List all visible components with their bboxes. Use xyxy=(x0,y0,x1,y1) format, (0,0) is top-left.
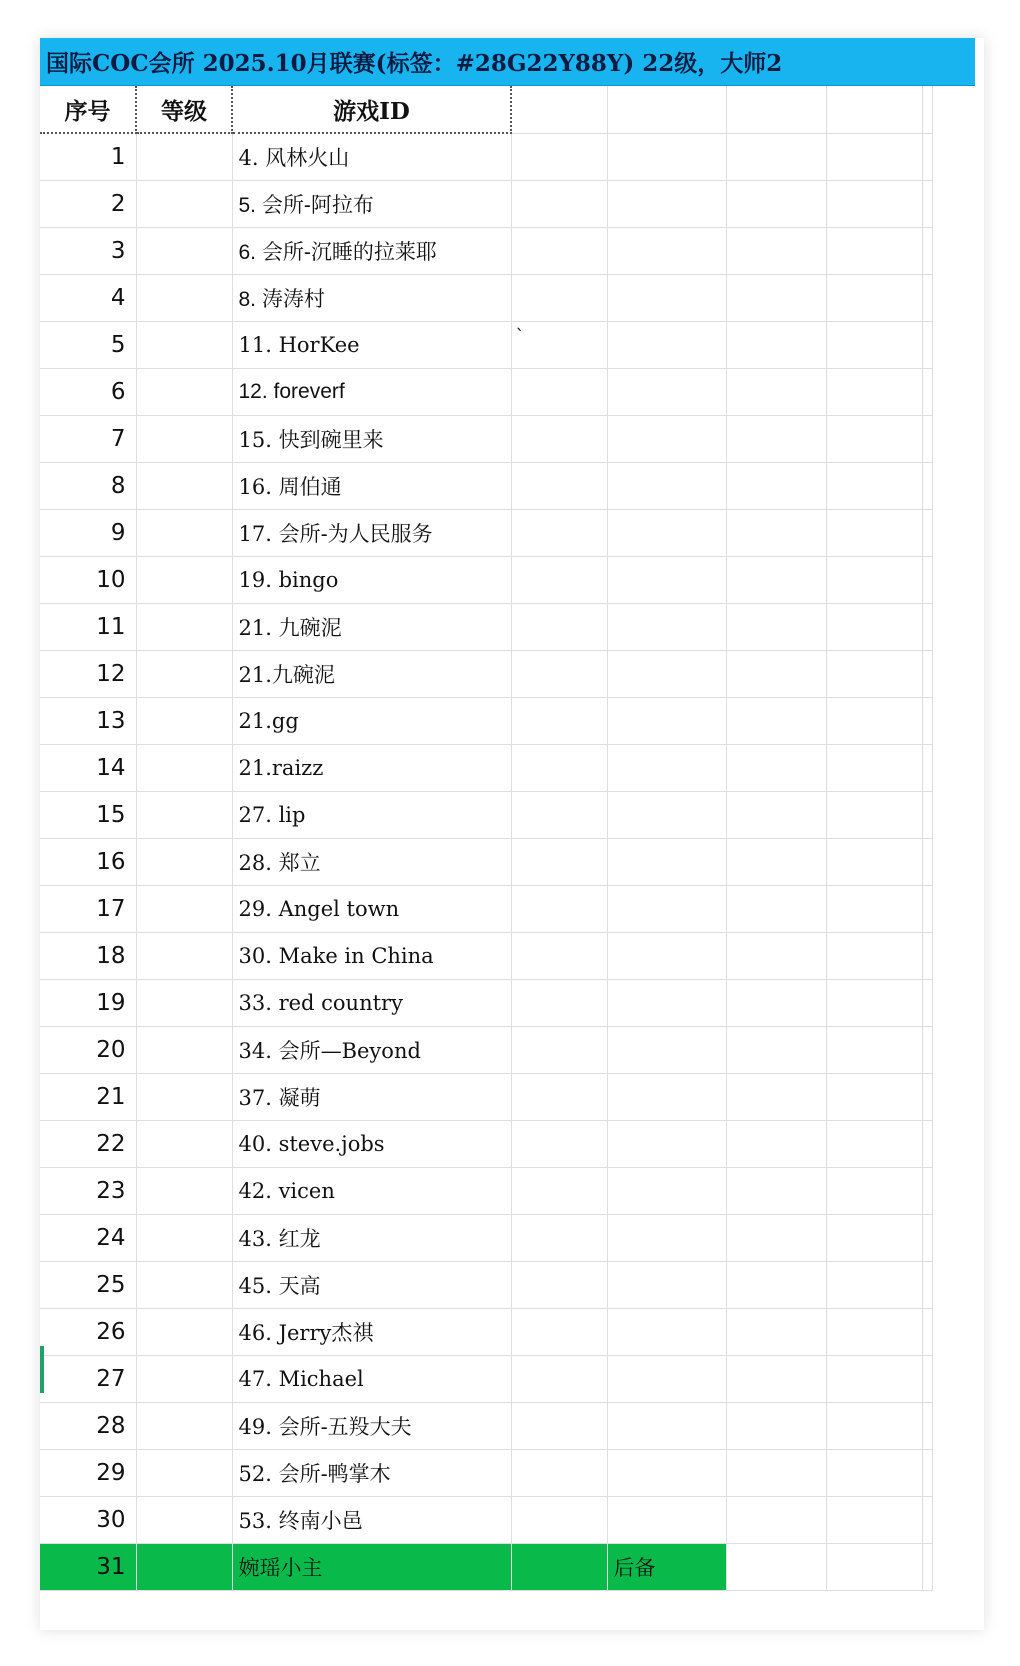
seq-cell[interactable]: 30 xyxy=(40,1496,136,1543)
empty-cell[interactable] xyxy=(726,321,826,368)
empty-cell[interactable] xyxy=(726,1261,826,1308)
empty-cell[interactable] xyxy=(922,509,932,556)
empty-cell[interactable] xyxy=(607,838,726,885)
empty-cell[interactable] xyxy=(826,1308,922,1355)
empty-cell[interactable] xyxy=(726,744,826,791)
seq-cell[interactable]: 28 xyxy=(40,1402,136,1449)
empty-cell[interactable] xyxy=(826,1073,922,1120)
empty-cell[interactable] xyxy=(922,321,932,368)
level-cell[interactable] xyxy=(136,1167,232,1214)
level-cell[interactable] xyxy=(136,1449,232,1496)
empty-cell[interactable] xyxy=(922,1543,932,1590)
empty-cell[interactable] xyxy=(607,180,726,227)
empty-cell[interactable] xyxy=(826,1026,922,1073)
level-cell[interactable] xyxy=(136,838,232,885)
empty-cell[interactable] xyxy=(726,838,826,885)
game-id-cell[interactable]: 34. 会所—Beyond xyxy=(232,1026,511,1073)
table-row xyxy=(40,368,932,415)
seq-cell[interactable]: 27 xyxy=(40,1355,136,1402)
note-cell[interactable] xyxy=(511,1308,607,1355)
table-row xyxy=(40,180,932,227)
seq-cell[interactable]: 5 xyxy=(40,321,136,368)
game-id-cell[interactable]: 15. 快到碗里来 xyxy=(232,415,511,462)
empty-cell[interactable] xyxy=(607,885,726,932)
empty-cell[interactable] xyxy=(726,180,826,227)
empty-cell[interactable] xyxy=(826,321,922,368)
empty-cell[interactable] xyxy=(607,932,726,979)
note-cell[interactable] xyxy=(511,1026,607,1073)
empty-cell[interactable] xyxy=(726,1543,826,1590)
seq-cell[interactable]: 11 xyxy=(40,603,136,650)
reserve-level-cell[interactable] xyxy=(136,1543,232,1590)
empty-cell[interactable] xyxy=(922,1073,932,1120)
game-id-cell[interactable]: 29. Angel town xyxy=(232,885,511,932)
game-id-cell[interactable]: 11. HorKee xyxy=(232,321,511,368)
table-row xyxy=(40,321,932,368)
note-cell[interactable] xyxy=(511,509,607,556)
level-cell[interactable] xyxy=(136,603,232,650)
level-cell[interactable] xyxy=(136,979,232,1026)
level-cell[interactable] xyxy=(136,227,232,274)
seq-cell[interactable]: 25 xyxy=(40,1261,136,1308)
empty-cell[interactable] xyxy=(726,979,826,1026)
note-cell[interactable] xyxy=(511,1214,607,1261)
seq-cell[interactable]: 19 xyxy=(40,979,136,1026)
empty-cell[interactable] xyxy=(607,1308,726,1355)
empty-cell[interactable] xyxy=(826,133,922,180)
empty-cell[interactable] xyxy=(607,1355,726,1402)
seq-cell[interactable]: 2 xyxy=(40,180,136,227)
table-row xyxy=(40,415,932,462)
level-cell[interactable] xyxy=(136,791,232,838)
empty-cell[interactable] xyxy=(826,1402,922,1449)
empty-cell[interactable] xyxy=(607,1120,726,1167)
note-cell[interactable] xyxy=(511,1073,607,1120)
table-row xyxy=(40,509,932,556)
game-id-cell[interactable]: 52. 会所-鸭掌木 xyxy=(232,1449,511,1496)
note-cell[interactable] xyxy=(511,1402,607,1449)
empty-cell[interactable] xyxy=(726,462,826,509)
empty-cell[interactable] xyxy=(826,791,922,838)
empty-cell[interactable] xyxy=(922,1449,932,1496)
empty-cell[interactable] xyxy=(607,1167,726,1214)
seq-cell[interactable]: 8 xyxy=(40,462,136,509)
empty-cell[interactable] xyxy=(826,1355,922,1402)
note-cell[interactable] xyxy=(511,885,607,932)
empty-cell[interactable] xyxy=(826,697,922,744)
table-row xyxy=(40,791,932,838)
empty-cell[interactable] xyxy=(726,415,826,462)
table-row xyxy=(40,462,932,509)
empty-cell[interactable] xyxy=(826,650,922,697)
empty-cell[interactable] xyxy=(922,1308,932,1355)
game-id-cell[interactable]: 12. foreverf xyxy=(232,368,511,415)
empty-cell[interactable] xyxy=(607,556,726,603)
table-row xyxy=(40,885,932,932)
empty-cell[interactable] xyxy=(826,1543,922,1590)
seq-cell[interactable]: 23 xyxy=(40,1167,136,1214)
empty-cell[interactable] xyxy=(607,1449,726,1496)
header-row xyxy=(40,86,932,133)
empty-cell[interactable] xyxy=(607,274,726,321)
seq-cell[interactable]: 20 xyxy=(40,1026,136,1073)
seq-cell[interactable]: 14 xyxy=(40,744,136,791)
table-row xyxy=(40,697,932,744)
table-row xyxy=(40,227,932,274)
note-cell[interactable] xyxy=(511,274,607,321)
empty-cell[interactable] xyxy=(726,1402,826,1449)
empty-cell[interactable] xyxy=(826,415,922,462)
empty-cell[interactable] xyxy=(726,932,826,979)
empty-cell[interactable] xyxy=(922,1120,932,1167)
seq-cell[interactable]: 21 xyxy=(40,1073,136,1120)
seq-cell[interactable]: 9 xyxy=(40,509,136,556)
empty-cell[interactable] xyxy=(826,274,922,321)
seq-cell[interactable]: 7 xyxy=(40,415,136,462)
empty-cell[interactable] xyxy=(826,838,922,885)
table-row xyxy=(40,979,932,1026)
empty-cell[interactable] xyxy=(826,885,922,932)
level-cell[interactable] xyxy=(136,180,232,227)
empty-cell[interactable] xyxy=(607,697,726,744)
note-cell[interactable] xyxy=(511,1449,607,1496)
empty-cell[interactable] xyxy=(826,180,922,227)
empty-cell[interactable] xyxy=(726,885,826,932)
empty-cell[interactable] xyxy=(607,650,726,697)
empty-cell[interactable] xyxy=(726,556,826,603)
empty-cell[interactable] xyxy=(607,1402,726,1449)
seq-cell[interactable]: 3 xyxy=(40,227,136,274)
level-cell[interactable] xyxy=(136,368,232,415)
seq-cell[interactable]: 16 xyxy=(40,838,136,885)
empty-cell[interactable] xyxy=(826,979,922,1026)
level-cell[interactable] xyxy=(136,650,232,697)
empty-cell[interactable] xyxy=(607,509,726,556)
seq-cell[interactable]: 15 xyxy=(40,791,136,838)
empty-cell[interactable] xyxy=(607,1496,726,1543)
empty-cell[interactable] xyxy=(826,1167,922,1214)
level-cell[interactable] xyxy=(136,415,232,462)
game-id-cell[interactable]: 42. vicen xyxy=(232,1167,511,1214)
game-id-cell[interactable]: 21. 九碗泥 xyxy=(232,603,511,650)
seq-cell[interactable]: 29 xyxy=(40,1449,136,1496)
level-cell[interactable] xyxy=(136,1026,232,1073)
level-cell[interactable] xyxy=(136,1355,232,1402)
game-id-cell[interactable]: 28. 郑立 xyxy=(232,838,511,885)
empty-cell[interactable] xyxy=(726,1026,826,1073)
note-cell[interactable] xyxy=(511,791,607,838)
seq-cell[interactable]: 10 xyxy=(40,556,136,603)
table-row xyxy=(40,1026,932,1073)
empty-cell[interactable] xyxy=(826,932,922,979)
level-cell[interactable] xyxy=(136,1073,232,1120)
note-cell[interactable] xyxy=(511,180,607,227)
empty-cell[interactable] xyxy=(826,1496,922,1543)
spreadsheet-card xyxy=(40,38,984,1630)
note-cell[interactable] xyxy=(511,415,607,462)
game-id-cell[interactable]: 27. lip xyxy=(232,791,511,838)
empty-cell[interactable] xyxy=(607,462,726,509)
empty-cell[interactable] xyxy=(826,603,922,650)
reserve-seq-cell[interactable]: 31 xyxy=(40,1543,136,1590)
seq-cell[interactable]: 17 xyxy=(40,885,136,932)
empty-cell[interactable] xyxy=(826,556,922,603)
game-id-cell[interactable]: 17. 会所-为人民服务 xyxy=(232,509,511,556)
empty-cell[interactable] xyxy=(826,744,922,791)
empty-cell[interactable] xyxy=(726,1449,826,1496)
header-empty-cell[interactable] xyxy=(826,86,922,133)
table-row xyxy=(40,1261,932,1308)
empty-cell[interactable] xyxy=(922,415,932,462)
empty-cell[interactable] xyxy=(922,1496,932,1543)
game-id-cell[interactable]: 47. Michael xyxy=(232,1355,511,1402)
empty-cell[interactable] xyxy=(726,1214,826,1261)
empty-cell[interactable] xyxy=(922,1402,932,1449)
table-row xyxy=(40,1402,932,1449)
empty-cell[interactable] xyxy=(826,227,922,274)
level-cell[interactable] xyxy=(136,1308,232,1355)
empty-cell[interactable] xyxy=(826,1120,922,1167)
empty-cell[interactable] xyxy=(922,180,932,227)
header-empty-cell[interactable] xyxy=(511,86,607,133)
table-row xyxy=(40,1073,932,1120)
empty-cell[interactable] xyxy=(826,509,922,556)
level-cell[interactable] xyxy=(136,744,232,791)
empty-cell[interactable] xyxy=(726,227,826,274)
note-cell[interactable] xyxy=(511,838,607,885)
empty-cell[interactable] xyxy=(922,1355,932,1402)
empty-cell[interactable] xyxy=(726,603,826,650)
seq-cell[interactable]: 13 xyxy=(40,697,136,744)
table-row xyxy=(40,1214,932,1261)
empty-cell[interactable] xyxy=(726,1308,826,1355)
table-row xyxy=(40,1167,932,1214)
seq-cell[interactable]: 6 xyxy=(40,368,136,415)
game-id-cell[interactable]: 37. 凝萌 xyxy=(232,1073,511,1120)
game-id-cell[interactable]: 40. steve.jobs xyxy=(232,1120,511,1167)
empty-cell[interactable] xyxy=(922,697,932,744)
level-cell[interactable] xyxy=(136,1261,232,1308)
empty-cell[interactable] xyxy=(826,1449,922,1496)
note-cell[interactable] xyxy=(511,227,607,274)
empty-cell[interactable] xyxy=(922,1167,932,1214)
empty-cell[interactable] xyxy=(607,603,726,650)
empty-cell[interactable] xyxy=(922,274,932,321)
header-level[interactable]: 等级 xyxy=(136,86,232,133)
empty-cell[interactable] xyxy=(607,979,726,1026)
empty-cell[interactable] xyxy=(607,133,726,180)
game-id-cell[interactable]: 16. 周伯通 xyxy=(232,462,511,509)
table-row xyxy=(40,274,932,321)
selected-row-marker xyxy=(40,1346,44,1393)
empty-cell[interactable] xyxy=(607,368,726,415)
empty-cell[interactable] xyxy=(726,697,826,744)
empty-cell[interactable] xyxy=(726,791,826,838)
note-cell[interactable] xyxy=(511,133,607,180)
empty-cell[interactable] xyxy=(726,1496,826,1543)
empty-cell[interactable] xyxy=(826,1261,922,1308)
reserve-row xyxy=(40,1543,932,1590)
game-id-cell[interactable]: 45. 天高 xyxy=(232,1261,511,1308)
table-row xyxy=(40,744,932,791)
note-cell[interactable] xyxy=(511,368,607,415)
note-cell[interactable] xyxy=(511,1167,607,1214)
game-id-cell[interactable]: 19. bingo xyxy=(232,556,511,603)
empty-cell[interactable] xyxy=(922,744,932,791)
empty-cell[interactable] xyxy=(922,556,932,603)
empty-cell[interactable] xyxy=(726,133,826,180)
level-cell[interactable] xyxy=(136,885,232,932)
seq-cell[interactable]: 4 xyxy=(40,274,136,321)
empty-cell[interactable] xyxy=(607,744,726,791)
level-cell[interactable] xyxy=(136,932,232,979)
empty-cell[interactable] xyxy=(726,368,826,415)
level-cell[interactable] xyxy=(136,1214,232,1261)
empty-cell[interactable] xyxy=(726,1355,826,1402)
level-cell[interactable] xyxy=(136,1120,232,1167)
empty-cell[interactable] xyxy=(607,791,726,838)
table-row xyxy=(40,603,932,650)
game-id-cell[interactable]: 49. 会所-五羖大夫 xyxy=(232,1402,511,1449)
game-id-cell[interactable]: 46. Jerry杰祺 xyxy=(232,1308,511,1355)
header-empty-cell[interactable] xyxy=(726,86,826,133)
roster-table xyxy=(40,86,933,1591)
table-row xyxy=(40,556,932,603)
seq-cell[interactable]: 1 xyxy=(40,133,136,180)
level-cell[interactable] xyxy=(136,462,232,509)
game-id-cell[interactable]: 33. red country xyxy=(232,979,511,1026)
note-cell[interactable] xyxy=(511,932,607,979)
game-id-cell[interactable]: 43. 红龙 xyxy=(232,1214,511,1261)
empty-cell[interactable] xyxy=(922,368,932,415)
note-cell[interactable] xyxy=(511,1496,607,1543)
level-cell[interactable] xyxy=(136,321,232,368)
table-row xyxy=(40,1449,932,1496)
empty-cell[interactable] xyxy=(607,1214,726,1261)
note-cell[interactable] xyxy=(511,1355,607,1402)
seq-cell[interactable]: 24 xyxy=(40,1214,136,1261)
level-cell[interactable] xyxy=(136,1496,232,1543)
note-cell[interactable] xyxy=(511,697,607,744)
empty-cell[interactable] xyxy=(607,321,726,368)
empty-cell[interactable] xyxy=(726,1167,826,1214)
game-id-cell[interactable]: 21.gg xyxy=(232,697,511,744)
table-row xyxy=(40,838,932,885)
note-cell[interactable] xyxy=(511,744,607,791)
empty-cell[interactable] xyxy=(726,509,826,556)
note-cell[interactable]: ` xyxy=(511,321,607,368)
level-cell[interactable] xyxy=(136,274,232,321)
empty-cell[interactable] xyxy=(922,133,932,180)
empty-cell[interactable] xyxy=(922,227,932,274)
empty-cell[interactable] xyxy=(826,368,922,415)
game-id-cell[interactable]: 5. 会所-阿拉布 xyxy=(232,180,511,227)
game-id-cell[interactable]: 4. 风林火山 xyxy=(232,133,511,180)
empty-cell[interactable] xyxy=(607,415,726,462)
empty-cell[interactable] xyxy=(826,1214,922,1261)
empty-cell[interactable] xyxy=(922,932,932,979)
note-cell[interactable] xyxy=(511,603,607,650)
empty-cell[interactable] xyxy=(826,462,922,509)
table-row xyxy=(40,650,932,697)
reserve-remark-cell[interactable]: 后备 xyxy=(607,1543,726,1590)
empty-cell[interactable] xyxy=(922,791,932,838)
empty-cell[interactable] xyxy=(607,1073,726,1120)
table-row xyxy=(40,1496,932,1543)
empty-cell[interactable] xyxy=(922,650,932,697)
game-id-cell[interactable]: 21.raizz xyxy=(232,744,511,791)
empty-cell[interactable] xyxy=(607,1026,726,1073)
empty-cell[interactable] xyxy=(922,1261,932,1308)
level-cell[interactable] xyxy=(136,1402,232,1449)
game-id-cell[interactable]: 21.九碗泥 xyxy=(232,650,511,697)
game-id-cell[interactable]: 30. Make in China xyxy=(232,932,511,979)
header-empty-cell[interactable] xyxy=(922,86,932,133)
sheet-title-bar[interactable] xyxy=(40,38,975,86)
table-row xyxy=(40,932,932,979)
game-id-cell[interactable]: 8. 涛涛村 xyxy=(232,274,511,321)
seq-cell[interactable]: 26 xyxy=(40,1308,136,1355)
empty-cell[interactable] xyxy=(922,603,932,650)
header-game-id[interactable]: 游戏ID xyxy=(232,86,511,133)
note-cell[interactable] xyxy=(511,979,607,1026)
seq-cell[interactable]: 22 xyxy=(40,1120,136,1167)
empty-cell[interactable] xyxy=(922,462,932,509)
seq-cell[interactable]: 12 xyxy=(40,650,136,697)
note-cell[interactable] xyxy=(511,1120,607,1167)
empty-cell[interactable] xyxy=(922,1026,932,1073)
empty-cell[interactable] xyxy=(607,227,726,274)
seq-cell[interactable]: 18 xyxy=(40,932,136,979)
level-cell[interactable] xyxy=(136,556,232,603)
header-empty-cell[interactable] xyxy=(607,86,726,133)
game-id-cell[interactable]: 6. 会所-沉睡的拉莱耶 xyxy=(232,227,511,274)
empty-cell[interactable] xyxy=(922,885,932,932)
note-cell[interactable] xyxy=(511,462,607,509)
empty-cell[interactable] xyxy=(922,979,932,1026)
table-row xyxy=(40,1120,932,1167)
empty-cell[interactable] xyxy=(726,1120,826,1167)
sheet-title: 国际COC会所 2025.10月联赛(标签：#28G22Y88Y) 22级，大师2 xyxy=(46,50,783,77)
empty-cell[interactable] xyxy=(922,1214,932,1261)
reserve-game-id-cell[interactable]: 婉瑶小主 xyxy=(232,1543,511,1590)
level-cell[interactable] xyxy=(136,509,232,556)
level-cell[interactable] xyxy=(136,697,232,744)
table-row xyxy=(40,133,932,180)
empty-cell[interactable] xyxy=(607,1261,726,1308)
level-cell[interactable] xyxy=(136,133,232,180)
game-id-cell[interactable]: 53. 终南小邑 xyxy=(232,1496,511,1543)
table-row xyxy=(40,1308,932,1355)
empty-cell[interactable] xyxy=(922,838,932,885)
note-cell[interactable] xyxy=(511,556,607,603)
table-row xyxy=(40,1355,932,1402)
reserve-empty-cell[interactable] xyxy=(511,1543,607,1590)
empty-cell[interactable] xyxy=(726,650,826,697)
empty-cell[interactable] xyxy=(726,1073,826,1120)
empty-cell[interactable] xyxy=(726,274,826,321)
note-cell[interactable] xyxy=(511,1261,607,1308)
note-cell[interactable] xyxy=(511,650,607,697)
header-seq[interactable]: 序号 xyxy=(40,86,136,133)
